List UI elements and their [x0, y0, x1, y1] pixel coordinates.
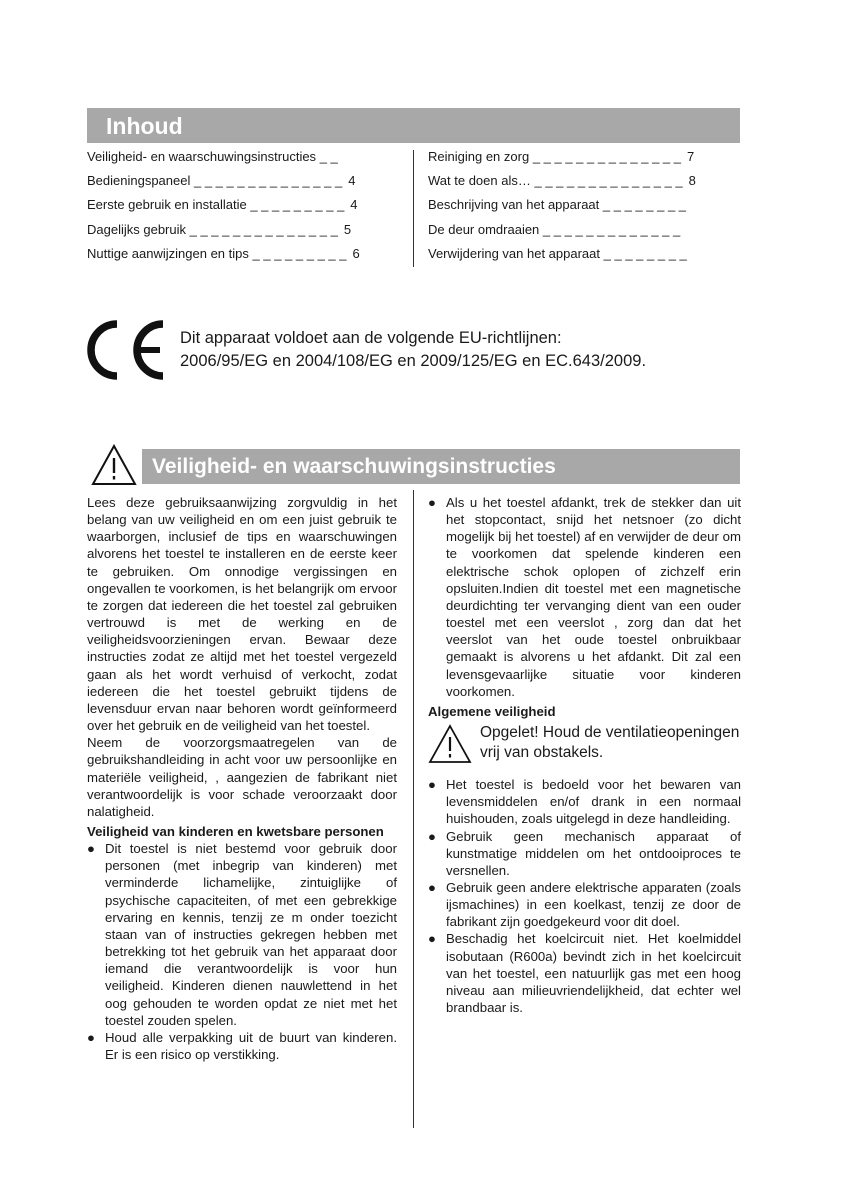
warning-text: Opgelet! Houd de ventilatieopeningen vrij van obstakels. [480, 724, 740, 762]
toc-leader: _ _ _ _ _ _ _ _ _ [252, 245, 347, 261]
toc-leader: _ _ _ _ _ _ _ _ [603, 245, 687, 261]
toc-page-number: 8 [688, 173, 696, 189]
intro-paragraph: Lees deze gebruiksaanwijzing zorgvuldig in het belang van uw veiligheid en om een juist gebruik te waarborgen, inclusief de tips en waarschuwingen alvorens het toestel te installeren en de eerste keer te gebruiken. Om onnodige vergissingen en ongevallen te voorkomen, is het belangrijk om ervoor te zorgen dat iedereen die het toestel zal gebruiken vertrouwd is met de werking en de veiligheidsvoorzieningen ervan. Bewaar deze instructies zodat ze altijd met het toestel vergezeld gaan als het wordt verhuisd of verkocht, zodat iedereen die het toestel gebruikt tijdens de levensduur ervan naar behoren wordt geïnformeerd over het gebruik en de veiligheid van het toestel. [87, 495, 397, 734]
toc-entry-label: Beschrijving van het apparaat [428, 197, 600, 213]
toc-entry-label: Veiligheid- en waarschuwingsinstructies [87, 149, 317, 164]
list-item [428, 879, 741, 930]
safety-left-column [87, 494, 397, 1063]
toc-entry-label: Bedieningspaneel [87, 173, 191, 189]
column-divider [413, 490, 414, 1128]
safety-right-column [428, 494, 741, 1016]
bullet: ● [428, 931, 436, 947]
toc-entry[interactable] [428, 195, 740, 219]
ce-statement [180, 327, 646, 373]
ventilation-warning [428, 724, 741, 769]
toc-entry[interactable] [428, 220, 740, 244]
toc-entry-label: Wat te doen als… [428, 173, 531, 189]
toc-leader: _ _ _ _ _ _ _ _ _ _ _ _ _ [542, 221, 681, 237]
bullet-text: Gebruik geen mechanisch apparaat of kunstmatige middelen om het ontdooiproces te versnellen. [446, 828, 741, 878]
ce-line-2: 2006/95/EG en 2004/108/EG en 2009/125/EG en EC.643/2009. [180, 352, 647, 370]
toc-entry[interactable] [87, 171, 397, 195]
bullet: ● [87, 841, 95, 857]
ce-mark-icon [84, 320, 166, 380]
toc-entry[interactable] [428, 147, 740, 171]
bullet: ● [428, 828, 436, 844]
ce-line-1: Dit apparaat voldoet aan de volgende EU-richtlijnen: [180, 329, 562, 347]
bullet-text: Dit toestel is niet bestemd voor gebruik door personen (met inbegrip van kinderen) met verminderde lichamelijke, zintuiglijke of psychische capaciteiten, of met een gebrekkige ervaring en kennis, tenzij ze m onder toezicht staan van of instructies gekregen hebben met betrekking tot het gebruik van het apparaat door iemand die verantwoordelijk is voor hun veiligheid. Kinderen dienen nauwlettend in het oog gehouden te worden opdat ze niet met het toestel zouden spelen. [105, 841, 397, 1028]
bullet-text: Als u het toestel afdankt, trek de stekker dan uit het stopcontact, snijd het netsnoer (zo dicht mogelijk bij het toestel) af en verwijder de deur om te voorkomen dat spelende kinderen een elektrische schok oplopen of zichzelf erin opsluiten.Indien dit toestel met een magnetische deurdichting ter vervanging dient van een ouder toestel met een veerslot , zorg dan dat het veerslot van het oude toestel onbruikbaar gemaakt is alvorens u het afdankt. Dit zal een levensgevaarlijke situatie voor kinderen voorkomen. [446, 495, 741, 699]
toc-entry-label: Reiniging en zorg [428, 149, 530, 164]
bullet-text: Houd alle verpakking uit de buurt van kinderen. Er is een risico op verstikking. [105, 1029, 397, 1062]
toc-entry[interactable] [428, 171, 740, 195]
toc-entry-label: Dagelijks gebruik [87, 221, 186, 237]
toc-entry[interactable] [87, 244, 397, 268]
list-item [87, 1029, 397, 1063]
toc-leader: _ _ _ _ _ _ _ _ _ _ _ _ _ _ [189, 221, 338, 237]
children-heading: Veiligheid van kinderen en kwetsbare personen [87, 823, 384, 839]
toc-page-number: 6 [352, 245, 360, 261]
toc-left-column [87, 147, 397, 268]
bullet-text: Gebruik geen andere elektrische apparaten (zoals ijsmachines) in een koelkast, tenzij ze door de fabrikant zijn goedgekeurd voor dit doel. [446, 879, 741, 930]
toc-divider [413, 150, 414, 267]
list-item [428, 494, 741, 700]
safety-title: Veiligheid- en waarschuwingsinstructies [142, 449, 740, 484]
toc-leader: _ _ _ _ _ _ _ _ _ _ _ _ _ _ [194, 173, 343, 189]
toc-leader: _ _ _ _ _ _ _ _ _ _ _ _ _ _ [534, 173, 683, 189]
list-item [428, 776, 741, 827]
general-heading: Algemene veiligheid [428, 703, 556, 719]
toc-page-number: 4 [350, 197, 358, 213]
list-item [428, 828, 741, 879]
toc-page-number: 7 [687, 149, 695, 164]
toc-entry-label: Verwijdering van het apparaat [428, 245, 601, 261]
toc-right-column [428, 147, 740, 268]
toc-leader: _ _ _ _ _ _ _ _ [602, 197, 687, 213]
toc-leader: _ _ _ _ _ _ _ _ _ _ _ _ _ _ [532, 149, 681, 164]
toc-entry[interactable] [428, 244, 740, 268]
bullet: ● [428, 879, 436, 895]
bullet: ● [428, 495, 436, 510]
list-item [87, 840, 397, 1029]
toc-page-number: 4 [348, 173, 356, 189]
bullet-text: Beschadig het koelcircuit niet. Het koelmiddel isobutaan (R600a) bevindt zich in het koelcircuit van het toestel, een natuurlijk gas met een hoog niveau aan milieuvriendelijkheid, dat echter wel brandbaar is. [446, 931, 741, 1016]
toc-leader: _ _ _ _ _ _ _ _ _ [250, 197, 345, 213]
list-item [428, 930, 741, 1016]
toc-entry[interactable] [87, 195, 397, 219]
toc-title: Inhoud [87, 108, 740, 143]
toc-entry-label: De deur omdraaien [428, 221, 540, 237]
intro-paragraph-2: Neem de voorzorgsmaatregelen van de gebruikshandleiding in acht voor uw persoonlijke en materiële veiligheid, , aangezien de fabrikant niet verantwoordelijk is voor schade veroorzaakt door nalatigheid. [87, 735, 397, 819]
bullet-text: Het toestel is bedoeld voor het bewaren van levensmiddelen en/of drank in een normaal huishouden, zoals uitgelegd in deze handleiding. [446, 777, 741, 827]
toc-entry-label: Eerste gebruik en installatie [87, 197, 247, 213]
bullet: ● [87, 1029, 95, 1045]
toc-entry-label: Nuttige aanwijzingen en tips [87, 245, 249, 261]
toc-page-number: 5 [343, 221, 352, 237]
toc-leader: _ _ [319, 149, 338, 164]
warning-triangle-icon [91, 444, 137, 486]
warning-triangle-icon [428, 724, 472, 764]
toc-entry[interactable] [87, 147, 397, 171]
bullet: ● [428, 777, 436, 793]
toc-entry[interactable] [87, 220, 397, 244]
